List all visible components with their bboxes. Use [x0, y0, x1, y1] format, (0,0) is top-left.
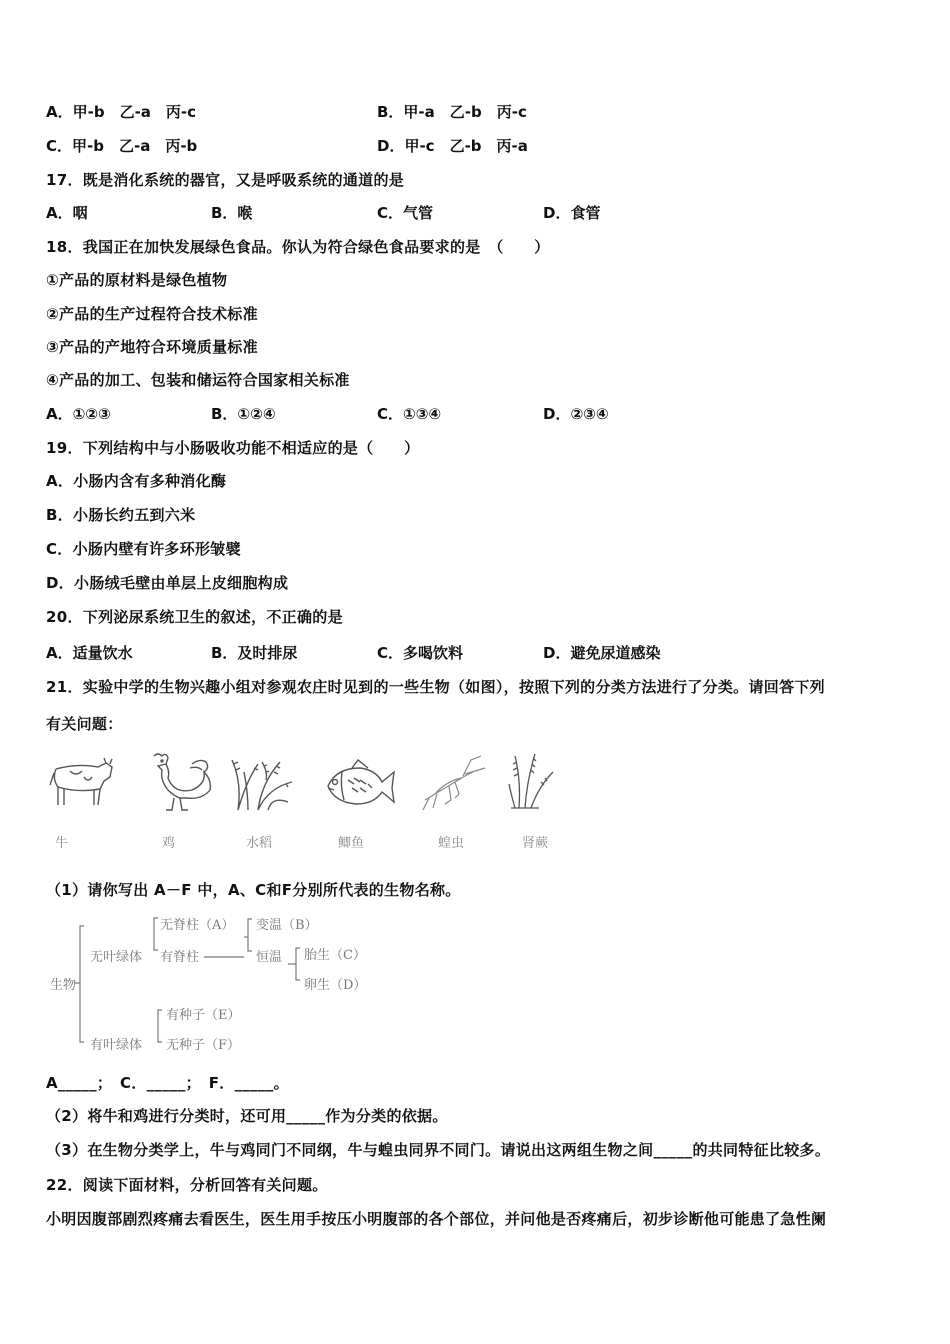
tree-invertebrate: 无脊柱（A）	[160, 918, 235, 933]
q16-option-a: A．甲-b 乙-a 丙-c	[46, 103, 197, 121]
q18-item-4: ④产品的加工、包装和储运符合国家相关标准	[46, 371, 350, 389]
q21-stem-line2: 有关问题：	[46, 715, 123, 733]
q22-stem: 22．阅读下面材料，分析回答有关问题。	[46, 1176, 328, 1194]
q19-option-d: D．小肠绒毛壁由单层上皮细胞构成	[46, 574, 289, 592]
q18-item-2: ②产品的生产过程符合技术标准	[46, 305, 258, 323]
q18-option-d: D．②③④	[543, 405, 609, 423]
q17-option-c: C．气管	[377, 204, 434, 222]
tree-oviparous: 卵生（D）	[304, 978, 367, 993]
caption-locust: 蝗虫	[438, 836, 465, 851]
q22-material: 小明因腹部剧烈疼痛去看医生，医生用手按压小明腹部的各个部位，并问他是否疼痛后，初步诊断他可能患了急性阑	[46, 1210, 827, 1228]
q17-option-d: D．食管	[543, 204, 601, 222]
q19-option-a: A．小肠内含有多种消化酶	[46, 472, 227, 490]
q18-item-3: ③产品的产地符合环境质量标准	[46, 338, 258, 356]
q19-option-c: C．小肠内壁有许多环形皱襞	[46, 540, 241, 558]
q16-option-d: D．甲-c 乙-b 丙-a	[377, 137, 528, 155]
q17-option-b: B．喉	[211, 204, 253, 222]
q18-option-a: A．①②③	[46, 405, 111, 423]
q20-option-b: B．及时排尿	[211, 644, 298, 662]
caption-fern: 肾蕨	[522, 836, 549, 851]
q20-option-c: C．多喝饮料	[377, 644, 464, 662]
q20-option-d: D．避免尿道感染	[543, 644, 661, 662]
q21-sub3: （3）在生物分类学上，牛与鸡同门不同纲，牛与蝗虫同界不同门。请说出这两组生物之间_____的共同特征比较多。	[46, 1141, 831, 1159]
tree-vertebrate: 有脊柱	[160, 950, 200, 965]
q19-option-b: B．小肠长约五到六米	[46, 506, 196, 524]
tree-chlorophyll: 有叶绿体	[90, 1038, 143, 1053]
q20-option-a: A．适量饮水	[46, 644, 133, 662]
tree-root: 生物	[50, 978, 77, 993]
q19-stem: 19．下列结构中与小肠吸收功能不相适应的是（ ）	[46, 439, 420, 457]
tree-viviparous: 胎生（C）	[304, 948, 366, 963]
q20-stem: 20．下列泌尿系统卫生的叙述，不正确的是	[46, 608, 343, 626]
q21-sub2: （2）将牛和鸡进行分类时，还可用_____作为分类的依据。	[46, 1107, 448, 1125]
tree-cold-blooded: 变温（B）	[256, 918, 318, 933]
caption-carp: 鲫鱼	[338, 836, 365, 851]
q17-stem: 17．既是消化系统的器官，又是呼吸系统的通道的是	[46, 171, 405, 189]
q16-option-b: B．甲-a 乙-b 丙-c	[377, 103, 527, 121]
q18-item-1: ①产品的原材料是绿色植物	[46, 271, 228, 289]
tree-no-chlorophyll: 无叶绿体	[90, 950, 143, 965]
tree-no-seed: 无种子（F）	[166, 1038, 241, 1053]
caption-rice: 水稻	[246, 836, 273, 851]
caption-cow: 牛	[55, 836, 69, 851]
caption-chicken: 鸡	[162, 836, 176, 851]
q18-option-b: B．①②④	[211, 405, 276, 423]
tree-warm-blooded: 恒温	[256, 950, 283, 965]
q16-option-c: C．甲-b 乙-a 丙-b	[46, 137, 198, 155]
q17-option-a: A．咽	[46, 204, 88, 222]
q21-stem-line1: 21．实验中学的生物兴趣小组对参观农庄时见到的一些生物（如图），按照下列的分类方法进行了分类。请回答下列	[46, 678, 825, 696]
q18-stem: 18．我国正在加快发展绿色食品。你认为符合绿色食品要求的是 （ ）	[46, 238, 550, 256]
tree-seed: 有种子（E）	[166, 1008, 241, 1023]
q18-option-c: C．①③④	[377, 405, 442, 423]
q21-answer-line: A_____； C．_____； F．_____。	[46, 1074, 289, 1092]
q21-sub1: （1）请你写出 A－F 中，A、C和F分别所代表的生物名称。	[46, 881, 461, 899]
